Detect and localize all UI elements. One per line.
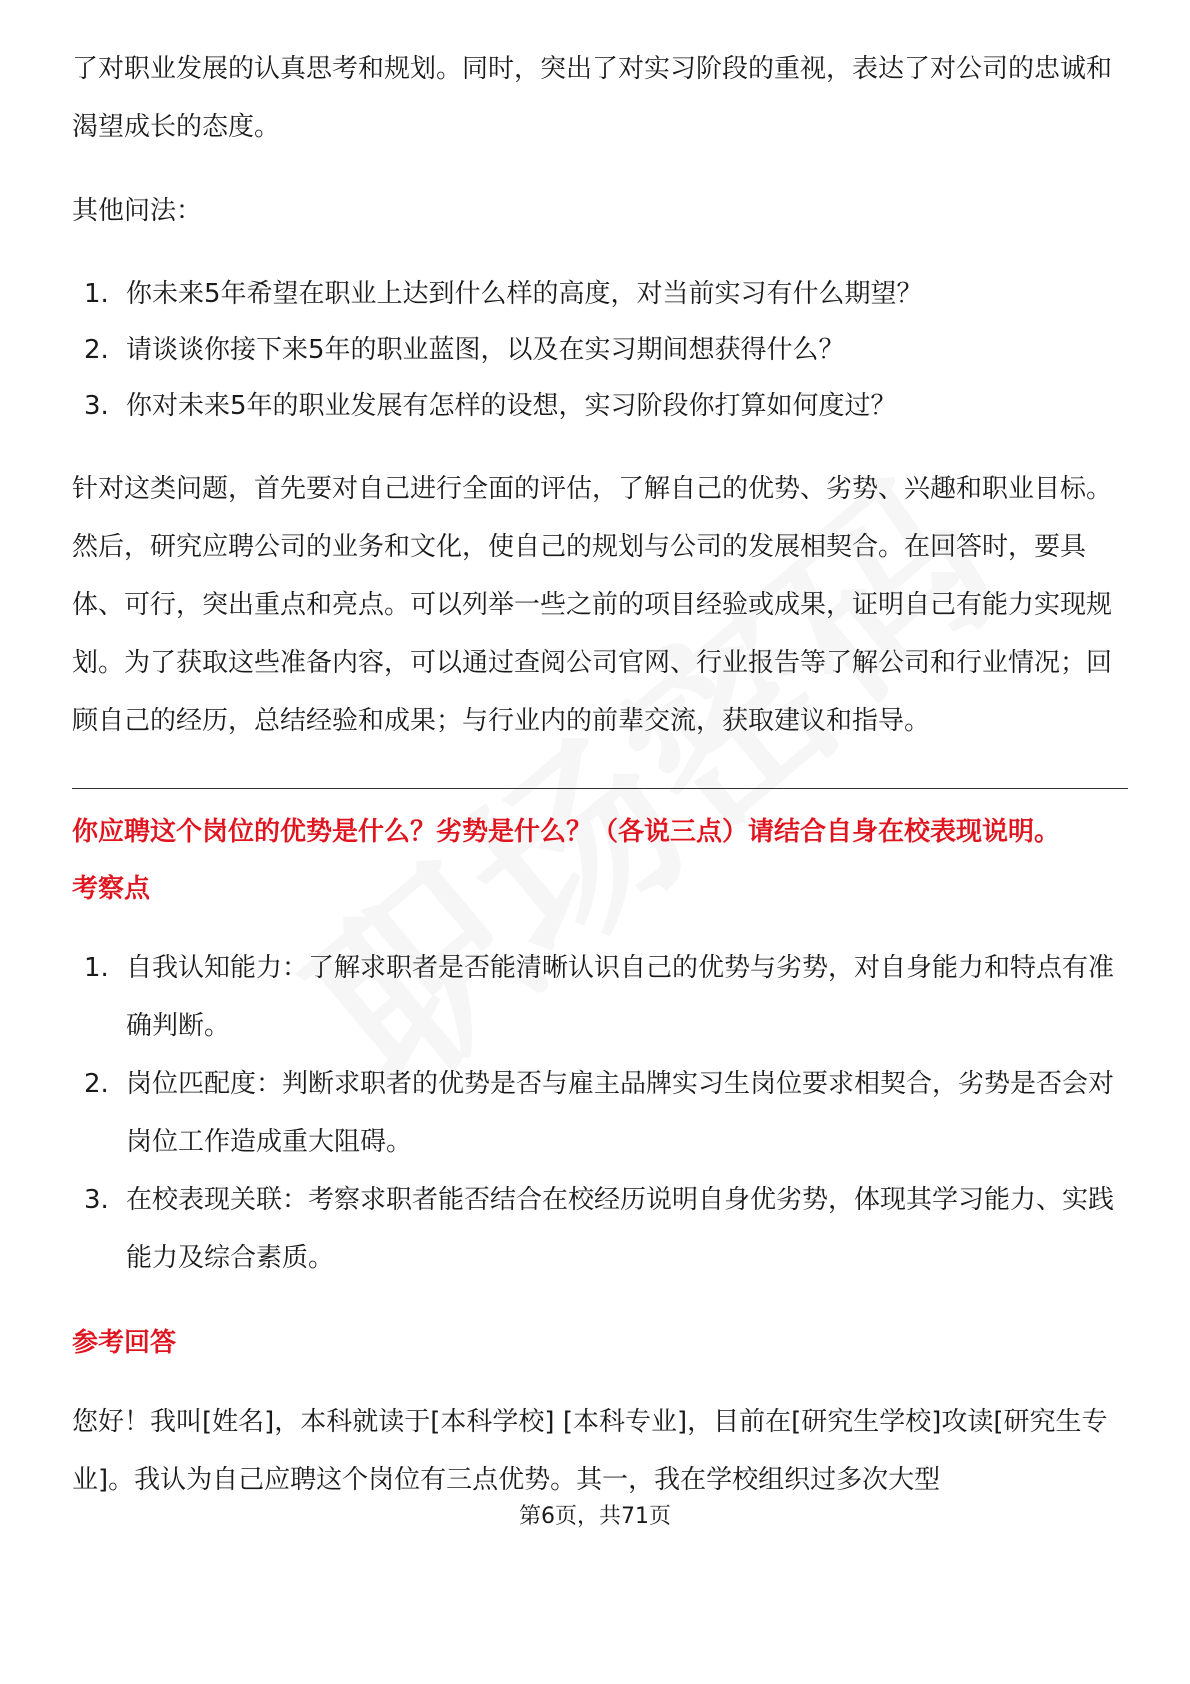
question-heading: 你应聘这个岗位的优势是什么？劣势是什么？（各说三点）请结合自身在校表现说明。 xyxy=(72,817,1061,847)
page-number: 第6页，共71页 xyxy=(519,1504,671,1529)
list-item xyxy=(72,939,1128,1055)
list-item-text: 自我认知能力：了解求职者是否能清晰认识自己的优势与劣势，对自身能力和特点有准确判断。 xyxy=(126,953,1115,1041)
reference-answer-paragraph: 您好！我叫[姓名]，本科就读于[本科学校] [本科专业]，目前在[研究生学校]攻读[研究生专业]。我认为自己应聘这个岗位有三点优势。其一，我在学校组织过多次大型 xyxy=(72,1407,1108,1495)
section-divider xyxy=(72,788,1128,789)
list-number: 3. xyxy=(84,1185,109,1215)
list-item xyxy=(72,322,1128,378)
list-item xyxy=(72,378,1128,434)
list-item xyxy=(72,1055,1128,1171)
list-item-text: 在校表现关联：考察求职者能否结合在校经历说明自身优劣势，体现其学习能力、实践能力及综合素质。 xyxy=(126,1185,1115,1273)
advice-paragraph: 针对这类问题，首先要对自己进行全面的评估，了解自己的优势、劣势、兴趣和职业目标。然后，研究应聘公司的业务和文化，使自己的规划与公司的发展相契合。在回答时，要具体、可行，突出重点和亮点。可以列举一些之前的项目经验或成果，证明自己有能力实现规划。为了获取这些准备内容，可以通过查阅公司官网、行业报告等了解公司和行业情况；回顾自己的经历，总结经验和成果；与行业内的前辈交流，获取建议和指导。 xyxy=(72,474,1113,736)
list-number: 1. xyxy=(84,953,109,983)
list-number: 3. xyxy=(84,391,109,421)
list-item-text: 你对未来5年的职业发展有怎样的设想，实习阶段你打算如何度过？ xyxy=(126,391,897,421)
intro-paragraph: 了对职业发展的认真思考和规划。同时，突出了对实习阶段的重视，表达了对公司的忠诚和渴望成长的态度。 xyxy=(72,54,1113,142)
list-item xyxy=(72,266,1128,322)
assessment-title: 考察点 xyxy=(72,874,151,904)
list-number: 1. xyxy=(84,279,109,309)
list-number: 2. xyxy=(84,1069,109,1099)
reference-answer-title: 参考回答 xyxy=(72,1328,177,1358)
list-number: 2. xyxy=(84,335,109,365)
list-item-text: 你未来5年希望在职业上达到什么样的高度，对当前实习有什么期望？ xyxy=(126,279,923,309)
list-item-text: 请谈谈你接下来5年的职业蓝图，以及在实习期间想获得什么？ xyxy=(126,335,845,365)
assessment-list xyxy=(72,939,1128,1287)
list-item-text: 岗位匹配度：判断求职者的优势是否与雇主品牌实习生岗位要求相契合，劣势是否会对岗位工作造成重大阻碍。 xyxy=(126,1069,1115,1157)
list-item xyxy=(72,1171,1128,1287)
other-questions-list xyxy=(72,266,1128,434)
other-questions-title: 其他问法： xyxy=(72,196,203,226)
document-page xyxy=(72,0,1128,1509)
